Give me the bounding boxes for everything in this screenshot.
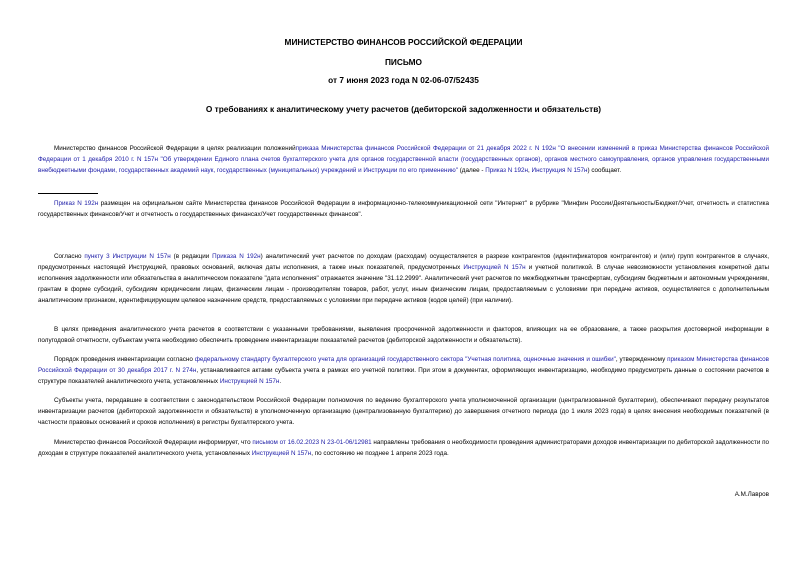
p4-link-federal-standard[interactable]: федеральному стандарту бухгалтерского учета для организаций государственного сектора "Учетная политика, оценочные значения и ошибки" — [194, 356, 616, 363]
p4-text-1: Порядок проведения инвентаризации согласно — [54, 356, 195, 363]
p1-text-4: ) сообщает. — [587, 167, 622, 174]
p2-text-3: ) аналитический учет расчетов по доходам (расходам) осуществляется в разрезе контрагентов (идентификаторов контрагентов) и (или) групп контрагентов в случаях, предусмотренных настоящей Инструкцией, правовых оснований, включая даты исполнения, а также иных показателей, предусмотренных — [38, 253, 770, 271]
p3-text: В целях приведения аналитического учета расчетов в соответствии с указанными требованиями, выявления просроченной задолженности и факторов, влияющих на ее образование, а также раскрытия достоверной информации в полугодовой отчетности, субъектам учета необходимо обеспечить проведение инвентаризации показателей расчетов (дебиторской задолженности и обязательств). — [38, 326, 769, 344]
paragraph-1 — [38, 143, 769, 176]
p6-text-3: , по состоянию не позднее 1 апреля 2023 года. — [311, 450, 449, 457]
ministry-title: МИНИСТЕРСТВО ФИНАНСОВ РОССИЙСКОЙ ФЕДЕРАЦИИ — [284, 37, 523, 47]
p2-text-2: (в редакции — [170, 253, 213, 260]
paragraph-6 — [38, 437, 769, 459]
doc-date-number: от 7 июня 2023 года N 02-06-07/52435 — [328, 75, 479, 85]
p5-text: Субъекты учета, передавшие в соответствии с законодательством Российской Федерации полномочия по ведению бухгалтерского учета уполномоченной организации (централизованной бухгалтерии), обеспечивают передачу результатов инвентаризации расчетов (дебиторской задолженности и обязательств) в уполномоченную организацию (централизованную бухгалтерию) до завершения отчетного периода (до 1 июля 2023 года) в целях внесения необходимых показателей (в частности правовых оснований и сроков исполнения) в регистры бухгалтерского учета. — [38, 397, 769, 426]
signature: А.М.Лавров — [734, 491, 769, 498]
p2-text-1: Согласно — [54, 253, 85, 260]
paragraph-3 — [38, 324, 769, 346]
paragraph-2 — [38, 251, 769, 306]
p2-link-instruction-157n[interactable]: Инструкцией N 157н — [463, 264, 526, 271]
footnote-text: размещен на официальном сайте Министерства финансов Российской Федерации в информационно-телекоммуникационной сети "Интернет" в рубрике "Минфин России/Деятельность/Бюджет/Учет, отчетность и статистика государственных финансов/Учет и отчетность о государственных финансах/Учет государственных финансов". — [38, 200, 769, 218]
p1-link-order-192n-full[interactable]: приказа Министерства финансов Российской Федерации от 21 декабря 2022 г. N 192н "О внесении изменений в приказ Министерства финансов Российской Федерации от 1 декабря 2010 г. N 157н "Об утверждении Единого плана счетов бухгалтерского учета для органов государственной власти (государственных органов), органов местного самоуправления, органов управления государственными внебюджетными фондами, государственных академий наук, государственных (муниципальных) учреждений и Инструкции по его применению" — [38, 145, 769, 174]
p4-text-4: . — [279, 378, 282, 385]
p6-link-instruction-157n[interactable]: Инструкцией N 157н — [251, 450, 312, 457]
p6-link-letter-12981[interactable]: письмом от 16.02.2023 N 23-01-06/12981 — [252, 439, 372, 446]
p2-link-clause-3[interactable]: пункту 3 Инструкции N 157н — [84, 253, 171, 260]
p4-link-order-274n[interactable]: приказом Министерства финансов Российской Федерации от 30 декабря 2017 г. N 274н — [38, 356, 770, 374]
doc-subject: О требованиях к аналитическому учету расчетов (дебиторской задолженности и обязательств) — [205, 104, 602, 114]
paragraph-4 — [38, 354, 769, 387]
p4-text-3: , устанавливается актами субъекта учета в рамках его учетной политики. При этом в документах, оформляющих инвентаризацию, необходимо предусмотреть данные о состоянии расчетов в структуре показателей аналитического учета, установленных — [38, 367, 769, 385]
doc-type: ПИСЬМО — [384, 57, 423, 67]
footnote-link-order-192n[interactable]: Приказ N 192н — [54, 200, 99, 207]
p1-text-2: (далее - — [457, 167, 486, 174]
p6-text-1: Министерство финансов Российской Федерации информирует, что — [54, 439, 253, 446]
p1-link-instruction-157n[interactable]: Инструкция N 157н — [531, 167, 588, 174]
p1-text-1: Министерство финансов Российской Федерации в целях реализации положений — [54, 145, 296, 152]
p2-text-4: и учетной политикой. В случае невозможности установления конкретной даты исполнения задолженности или обязательства в аналитическом показателе "дата исполнения" отражается значение "31.12.2999". Аналитический учет расчетов по межбюджетным трансфертам, субсидиям бюджетным и автономным учреждениям, грантам в форме субсидий, субсидиям юридическим лицам, физическим лицам - производителям товаров, работ, услуг, иным физическим лицам, предоставляемым с условиями при передаче активов, осуществляется с дополнительным аналитическим признаком, идентифицирующим целевое назначение средств, предоставляемых с условиями при передаче активов (кодов целей) (при наличии). — [38, 264, 770, 304]
paragraph-5 — [38, 395, 769, 428]
footnote — [38, 198, 769, 220]
p1-text-3: , — [528, 167, 532, 174]
p6-text-2: направлены требования о необходимости проведения администраторами доходов инвентаризации по дебиторской задолженности по доходам в структуре показателей аналитического учета, установленных — [38, 439, 769, 457]
p2-link-order-192n[interactable]: Приказа N 192н — [212, 253, 261, 260]
p1-link-order-192n[interactable]: Приказ N 192н — [485, 167, 529, 174]
p4-text-2: , утвержденному — [615, 356, 668, 363]
p4-link-instruction-157n[interactable]: Инструкцией N 157н — [219, 378, 280, 385]
footnote-divider — [38, 193, 98, 194]
